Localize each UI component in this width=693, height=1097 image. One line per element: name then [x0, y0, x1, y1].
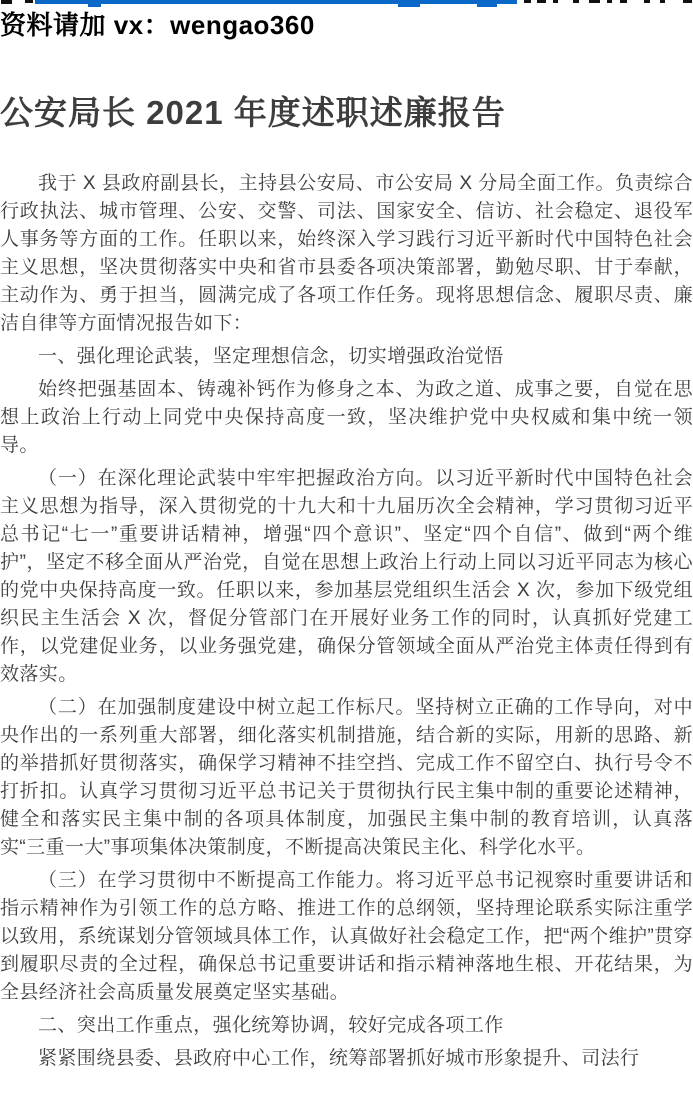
clipped-text-fragment	[25, 0, 33, 3]
paragraph-theory-overview: 始终把强基固本、铸魂补钙作为修身之本、为政之道、成事之要，自觉在思想上政治上行动上同党中央保持高度一致，坚决维护党中央权威和集中统一领导。	[0, 379, 693, 456]
clipped-text-fragment	[607, 0, 612, 3]
paragraph-item-3: （三）在学习贯彻中不断提高工作能力。将习近平总书记视察时重要讲话和指示精神作为引领工作的总方略、推进工作的总纲领，坚持理论联系实际注重学以致用，系统谋划分管领域具体工作，认真做好社会稳定工作，把“两个维护”贯穿到履职尽责的全过程，确保总书记重要讲话和指示精神落地生根、开花结果，为全县经济社会高质量发展奠定坚实基础。	[0, 870, 693, 1003]
clipped-text-fragment	[573, 0, 579, 3]
paragraph-intro: 我于 X 县政府副县长，主持县公安局、市公安局 X 分局全面工作。负责综合行政执法、城市管理、公安、交警、司法、国家安全、信访、社会稳定、退役军人事务等方面的工作。任职以来，始终深入学习践行习近平新时代中国特色社会主义思想，坚决贯彻落实中央和省市县委各项决策部署，勤勉尽职、甘于奉献，主动作为、勇于担当，圆满完成了各项工作任务。现将思想信念、履职尽责、廉洁自律等方面情况报告如下：	[0, 173, 693, 334]
clipped-text-fragment	[683, 0, 692, 3]
section-heading-2: 二、突出工作重点，强化统筹协调，较好完成各项工作	[38, 1015, 504, 1036]
clipped-text-fragment	[1, 0, 12, 4]
paragraph-item-2: （二）在加强制度建设中树立起工作标尺。坚持树立正确的工作导向，对中央作出的一系列重大部署，细化落实机制措施，结合新的实际，用新的思路、新的举措抓好贯彻落实，确保学习精神不挂空挡、完成工作不留空白、执行号令不打折扣。认真学习贯彻习近平总书记关于贯彻执行民主集中制的重要论述精神，健全和落实民主集中制的各项具体制度，加强民主集中制的教育培训，认真落实“三重一大”事项集体决策制度，不断提高决策民主化、科学化水平。	[0, 697, 693, 858]
contact-notice: 资料请加 vx：wengao360	[0, 10, 315, 40]
clipped-hyperlink-descender[interactable]	[477, 0, 497, 7]
paragraph-work-focus: 紧紧围绕县委、县政府中心工作，统筹部署抓好城市形象提升、司法行	[38, 1048, 640, 1069]
paragraph-item-1: （一）在深化理论武装中牢牢把握政治方向。以习近平新时代中国特色社会主义思想为指导，深入贯彻党的十九大和十九届历次全会精神，学习贯彻习近平总书记“七一”重要讲话精神，增强“四个意识”、坚定“四个自信”、做到“两个维护”，坚定不移全面从严治党，自觉在思想上政治上行动上同以习近平同志为核心的党中央保持高度一致。任职以来，参加基层党组织生活会 X 次，参加下级党组织民主生活会 X 次，督促分管部门在开展好业务工作的同时，认真抓好党建工作，以党建促业务，以业务强党建，确保分管领域全面从严治党主体责任得到有效落实。	[0, 468, 693, 685]
clipped-text-fragment	[660, 0, 665, 3]
clipped-text-row	[0, 0, 693, 7]
clipped-text-fragment	[524, 0, 531, 3]
clipped-hyperlink-descender[interactable]	[398, 0, 420, 7]
clipped-text-fragment	[537, 0, 546, 3]
clipped-text-fragment	[644, 0, 650, 3]
clipped-hyperlink-underline[interactable]	[35, 0, 517, 4]
clipped-text-fragment	[589, 0, 600, 3]
clipped-text-fragment	[553, 0, 558, 3]
section-heading-1: 一、强化理论武装，坚定理想信念，切实增强政治觉悟	[38, 346, 504, 367]
clipped-text-fragment	[620, 0, 627, 3]
page-title: 公安局长 2021 年度述职述廉报告	[0, 94, 506, 131]
clipped-hyperlink-descender[interactable]	[88, 0, 101, 7]
